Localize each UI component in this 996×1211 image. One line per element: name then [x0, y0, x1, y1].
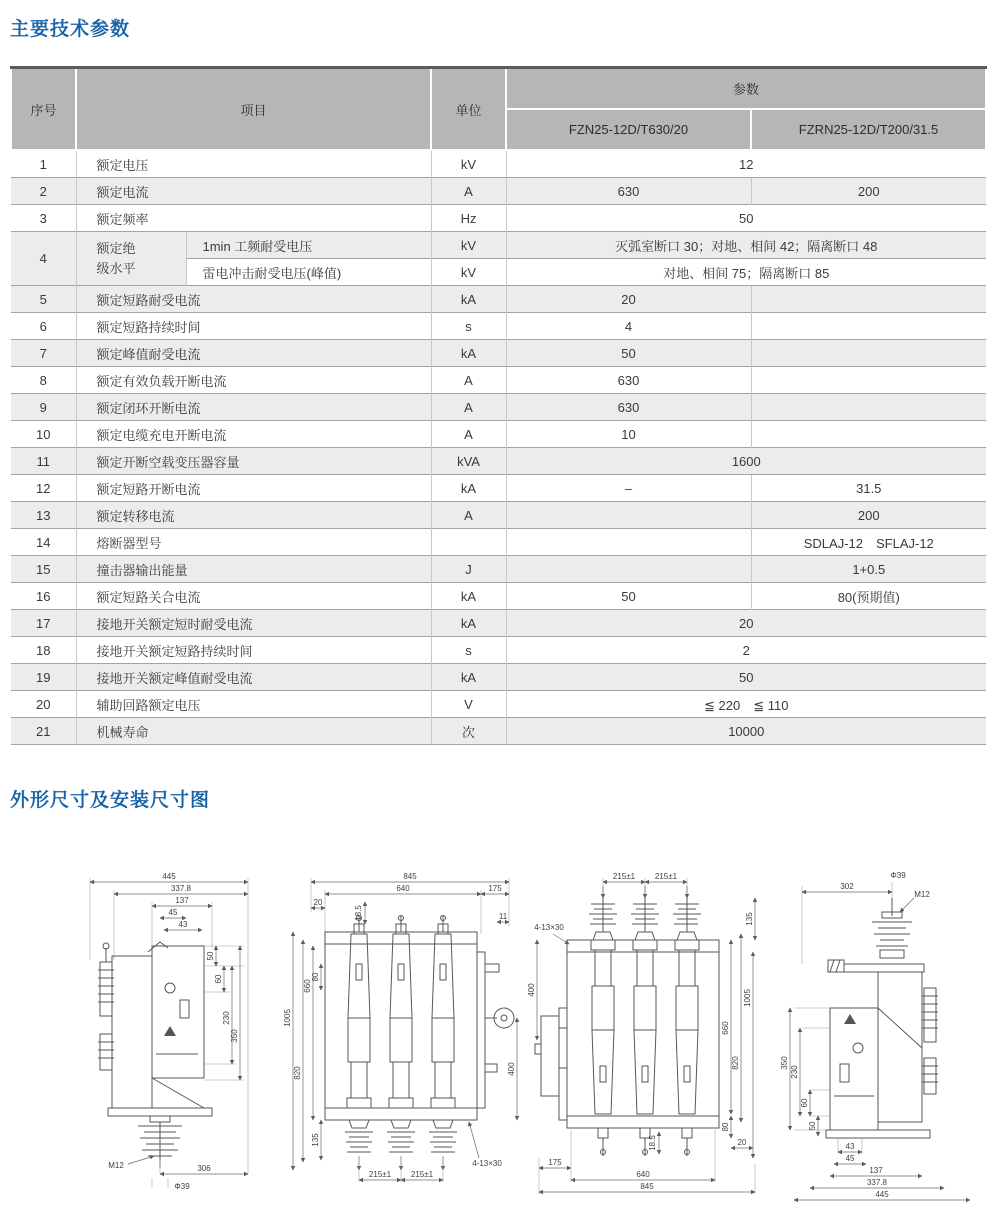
dim-label: 60	[799, 1098, 809, 1108]
table-row	[11, 637, 986, 664]
dim-label: 230	[222, 1011, 231, 1025]
row-value-1: 4	[506, 313, 751, 340]
dim-label: 60	[214, 974, 223, 984]
row-unit: A	[431, 178, 506, 205]
row-unit: Hz	[431, 205, 506, 232]
dim-label: 306	[197, 1164, 211, 1173]
row-item: 熔断器型号	[76, 529, 431, 556]
pole	[429, 916, 457, 1171]
row-unit: A	[431, 394, 506, 421]
drawing-side-view-left	[52, 868, 274, 1198]
table-row	[11, 150, 986, 178]
dim-label: 215±1	[368, 1170, 391, 1179]
row-unit: kV	[431, 150, 506, 178]
table-row	[11, 718, 986, 745]
dim-label: 18.5	[648, 1135, 658, 1151]
dim-label: 135	[745, 912, 755, 926]
table-row	[11, 529, 986, 556]
row-item: 额定短路耐受电流	[76, 286, 431, 313]
row-item: 额定开断空载变压器容量	[76, 448, 431, 475]
row-item: 额定电流	[76, 178, 431, 205]
dim-label: M12	[108, 1161, 124, 1170]
row-unit: A	[431, 502, 506, 529]
dim-label: 1005	[743, 989, 753, 1007]
row-unit: 次	[431, 718, 506, 745]
row-unit: kV	[431, 232, 506, 259]
row-value-2: 80(预期值)	[751, 583, 986, 610]
dim-label: 400	[506, 1062, 516, 1076]
row-value-span: 10000	[506, 718, 986, 745]
table-row	[11, 394, 986, 421]
row-no: 3	[11, 205, 76, 232]
row-value-span: 12	[506, 150, 986, 178]
row-value-2	[751, 421, 986, 448]
dim-label: M12	[914, 890, 930, 899]
row-no: 11	[11, 448, 76, 475]
pole	[387, 916, 415, 1171]
bushing	[631, 886, 659, 940]
dim-label: 350	[779, 1056, 789, 1070]
row-value-2: 200	[751, 502, 986, 529]
pole	[675, 940, 699, 1156]
row-unit: kA	[431, 340, 506, 367]
row-value-2: 1+0.5	[751, 556, 986, 583]
dim-label: 350	[230, 1029, 239, 1043]
row-value-1: 10	[506, 421, 751, 448]
row-no: 13	[11, 502, 76, 529]
row-value-1: 20	[506, 286, 751, 313]
row-no: 4	[11, 232, 76, 286]
row-no: 16	[11, 583, 76, 610]
dim-label: 175	[548, 1158, 562, 1167]
row-value-2: SDLAJ-12 SFLAJ-12	[751, 529, 986, 556]
row-unit	[431, 529, 506, 556]
table-row	[11, 502, 986, 529]
row-item: 额定闭环开断电流	[76, 394, 431, 421]
col-header-item: 项目	[76, 68, 431, 151]
row-value-2	[751, 340, 986, 367]
row-item: 接地开关额定峰值耐受电流	[76, 664, 431, 691]
row-value-2: 200	[751, 178, 986, 205]
dim-label: 337.8	[866, 1178, 887, 1187]
row-value-2	[751, 394, 986, 421]
row-value-1: 50	[506, 340, 751, 367]
table-row	[11, 691, 986, 718]
dim-label: 135	[310, 1133, 320, 1147]
dim-label: 20	[737, 1138, 747, 1147]
table-row	[11, 367, 986, 394]
drawing-front-view	[281, 868, 521, 1198]
row-no: 8	[11, 367, 76, 394]
dim-label: 175	[487, 884, 502, 893]
row-item: 额定频率	[76, 205, 431, 232]
row-value-1	[506, 502, 751, 529]
row-unit: kA	[431, 475, 506, 502]
table-row	[11, 475, 986, 502]
dim-label: 45	[845, 1154, 855, 1163]
row-value-span: 50	[506, 205, 986, 232]
pole	[633, 940, 657, 1156]
dim-label: 660	[721, 1021, 731, 1035]
row-no: 1	[11, 150, 76, 178]
dim-label: Φ39	[890, 871, 906, 880]
row-unit: kA	[431, 583, 506, 610]
dimension-drawings	[10, 868, 985, 1203]
dim-label: 43	[178, 920, 188, 929]
row-value-1: 630	[506, 178, 751, 205]
pole	[591, 940, 615, 1156]
dim-label: 215±1	[655, 872, 678, 881]
table-row	[11, 583, 986, 610]
col-header-model1: FZN25-12D/T630/20	[506, 109, 751, 150]
row-value-1	[506, 556, 751, 583]
row-item: 额定短路关合电流	[76, 583, 431, 610]
row-unit: s	[431, 313, 506, 340]
row-value-2	[751, 367, 986, 394]
row-unit: V	[431, 691, 506, 718]
table-row	[11, 286, 986, 313]
row-value-span: 1600	[506, 448, 986, 475]
dim-label: 4-13×30	[534, 923, 565, 932]
dim-label: 20	[313, 898, 323, 907]
col-header-model2: FZRN25-12D/T200/31.5	[751, 109, 986, 150]
row-no: 6	[11, 313, 76, 340]
drawing-front-view-mirrored	[527, 868, 767, 1198]
table-row	[11, 610, 986, 637]
row-value-span: 2	[506, 637, 986, 664]
dim-label: 400	[527, 983, 537, 997]
table-row	[11, 556, 986, 583]
dim-label: 302	[840, 882, 854, 891]
row-no: 5	[11, 286, 76, 313]
col-header-unit: 单位	[431, 68, 506, 151]
table-header-row	[11, 68, 986, 110]
dim-label: 4-13×30	[471, 1159, 502, 1168]
row-unit: kA	[431, 610, 506, 637]
bushing	[673, 886, 701, 940]
section-title-parameters: 主要技术参数	[10, 19, 131, 40]
dim-label: 660	[302, 979, 312, 993]
table-row	[11, 313, 986, 340]
row-no: 12	[11, 475, 76, 502]
row-item: 辅助回路额定电压	[76, 691, 431, 718]
dim-label: 820	[292, 1066, 302, 1080]
dim-label: 137	[869, 1166, 883, 1175]
dim-label: Φ39	[174, 1182, 190, 1191]
dim-label: 18.5	[353, 905, 363, 921]
row-value-span: 灭弧室断口 30；对地、相间 42；隔离断口 48	[506, 232, 986, 259]
dim-label: 337.8	[170, 884, 192, 893]
dim-label: 230	[789, 1065, 799, 1079]
dim-label: 640	[636, 1170, 650, 1179]
dim-label: 845	[402, 872, 417, 881]
pole	[345, 916, 373, 1171]
table-row	[11, 448, 986, 475]
bushing	[589, 886, 617, 940]
row-sub-item: 1min 工频耐受电压	[186, 232, 431, 259]
row-item: 撞击器输出能量	[76, 556, 431, 583]
row-no: 20	[11, 691, 76, 718]
dim-label: 43	[845, 1142, 855, 1151]
row-item-group	[76, 232, 186, 286]
dim-label: 45	[168, 908, 178, 917]
row-no: 14	[11, 529, 76, 556]
row-value-2	[751, 313, 986, 340]
dim-label: 445	[162, 872, 176, 881]
row-item: 额定短路开断电流	[76, 475, 431, 502]
row-item: 额定电缆充电开断电流	[76, 421, 431, 448]
dim-label: 11	[498, 912, 507, 921]
row-no: 9	[11, 394, 76, 421]
dim-label: 80	[721, 1122, 731, 1132]
drawing-side-view-right	[774, 868, 979, 1203]
row-no: 18	[11, 637, 76, 664]
dim-label: 445	[875, 1190, 889, 1199]
row-item: 接地开关额定短路持续时间	[76, 637, 431, 664]
row-value-1: 630	[506, 367, 751, 394]
dim-label: 820	[731, 1056, 741, 1070]
row-item: 接地开关额定短时耐受电流	[76, 610, 431, 637]
row-unit: kV	[431, 259, 506, 286]
row-unit: s	[431, 637, 506, 664]
parameters-table	[10, 66, 987, 745]
row-value-1: 50	[506, 583, 751, 610]
row-item: 机械寿命	[76, 718, 431, 745]
row-unit: J	[431, 556, 506, 583]
dim-label: 640	[395, 884, 410, 893]
dim-label: 50	[807, 1121, 817, 1131]
row-value-span: ≦ 220 ≦ 110	[506, 691, 986, 718]
table-row	[11, 664, 986, 691]
row-unit: A	[431, 421, 506, 448]
row-value-2	[751, 286, 986, 313]
table-row	[11, 340, 986, 367]
row-no: 10	[11, 421, 76, 448]
dim-label: 845	[640, 1182, 654, 1191]
dim-label: 215±1	[613, 872, 636, 881]
row-no: 21	[11, 718, 76, 745]
row-value-span: 50	[506, 664, 986, 691]
dim-label: 137	[175, 896, 189, 905]
dim-label: 1005	[282, 1009, 292, 1027]
row-unit: kA	[431, 664, 506, 691]
row-item: 额定转移电流	[76, 502, 431, 529]
row-unit: kA	[431, 286, 506, 313]
row-item: 额定短路持续时间	[76, 313, 431, 340]
row-item: 额定峰值耐受电流	[76, 340, 431, 367]
row-unit: kVA	[431, 448, 506, 475]
table-row	[11, 178, 986, 205]
section-title-dimensions: 外形尺寸及安装尺寸图	[10, 790, 211, 811]
row-value-1: 630	[506, 394, 751, 421]
row-no: 2	[11, 178, 76, 205]
dim-label: 215±1	[410, 1170, 433, 1179]
row-no: 17	[11, 610, 76, 637]
table-row	[11, 232, 986, 259]
dim-label: 80	[310, 972, 320, 982]
row-item-group-label: 额定绝级水平	[96, 241, 136, 276]
row-item: 额定有效负载开断电流	[76, 367, 431, 394]
row-value-2: 31.5	[751, 475, 986, 502]
row-no: 15	[11, 556, 76, 583]
table-row	[11, 205, 986, 232]
row-sub-item: 雷电冲击耐受电压(峰值)	[186, 259, 431, 286]
dim-label: 50	[206, 951, 215, 961]
table-row	[11, 421, 986, 448]
col-header-param: 参数	[506, 68, 986, 110]
row-no: 19	[11, 664, 76, 691]
row-value-span: 对地、相间 75；隔离断口 85	[506, 259, 986, 286]
col-header-no: 序号	[11, 68, 76, 151]
row-value-1	[506, 529, 751, 556]
row-value-span: 20	[506, 610, 986, 637]
row-item: 额定电压	[76, 150, 431, 178]
row-value-1: –	[506, 475, 751, 502]
row-no: 7	[11, 340, 76, 367]
table-header	[11, 68, 986, 151]
row-unit: A	[431, 367, 506, 394]
